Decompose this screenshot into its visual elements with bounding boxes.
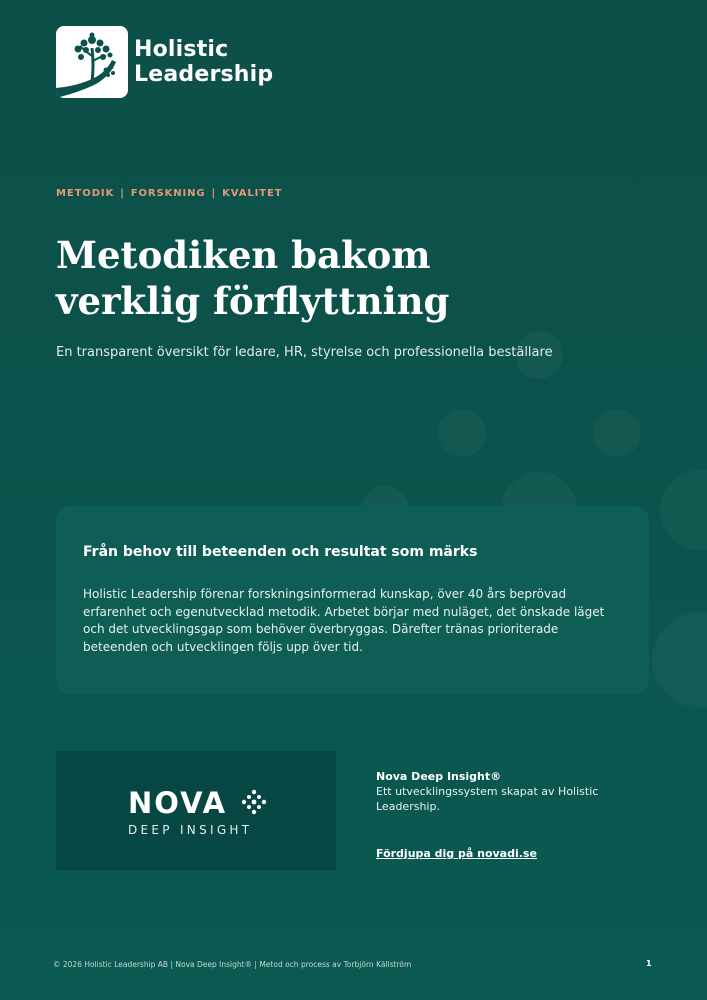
footer-text: © 2026 Holistic Leadership AB | Nova Deep Insight® | Metod och process av Torbjörn Källström [53,960,412,969]
nova-info [376,769,636,861]
category-kicker [56,188,282,199]
kicker-item: KVALITET [222,188,283,199]
kicker-item: FORSKNING [130,188,206,199]
page-subtitle: En transparent översikt för ledare, HR, styrelse och professionella beställare [56,345,553,360]
kicker-item: METODIK [56,188,115,199]
nova-tagline: DEEP INSIGHT [128,823,253,837]
kicker-separator: | [120,188,125,199]
tree-icon [56,26,128,98]
title-line-2: verklig förflyttning [56,279,450,323]
page-title [56,232,616,324]
product-description: Ett utvecklingssystem skapat av Holistic Leadership. [376,785,599,813]
card-heading: Från behov till beteenden och resultat som märks [83,544,478,560]
logo-line-2: Leadership [134,62,274,87]
page-number: 1 [646,959,652,968]
card-body: Holistic Leadership förenar forskningsinformerad kunskap, över 40 års beprövad erfarenhet och egenutvecklad metodik. Arbetet börjar med nuläget, det önskade läget och det utvecklingsgap som behöver överbryggas. Därefter tränas prioriterade beteenden och utvecklingen följs upp över tid. [83,587,605,654]
nova-wordmark: NOVA [128,786,228,820]
kicker-separator: | [211,188,217,199]
title-line-1: Metodiken bakom [56,233,431,277]
product-name: Nova Deep Insight® [376,770,502,783]
logo-wordmark [134,37,273,87]
dot-cluster-icon [241,789,267,815]
nova-logo-panel [56,751,336,870]
logo-line-1: Holistic [134,37,229,62]
intro-card [56,506,649,694]
novadi-link[interactable]: Fördjupa dig på novadi.se [376,847,537,860]
holistic-leadership-logo [56,26,273,98]
